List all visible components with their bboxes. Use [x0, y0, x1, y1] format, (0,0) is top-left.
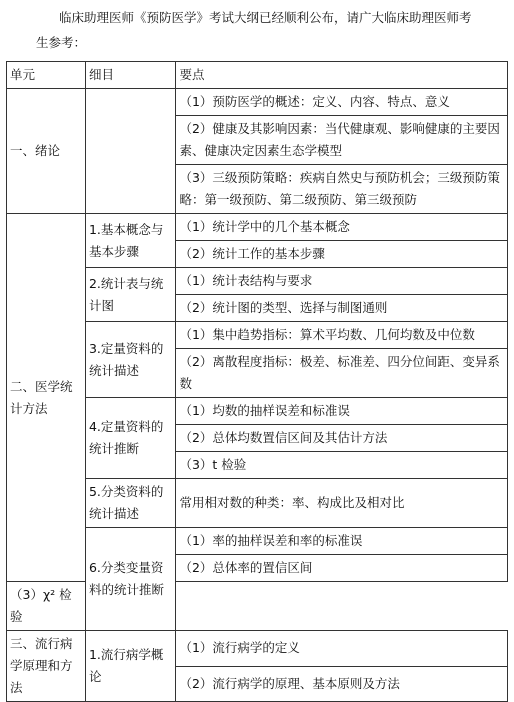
table-header-row	[7, 62, 508, 89]
header-points: 要点	[176, 62, 508, 89]
point-cell: （3）χ² 检验	[7, 582, 86, 631]
point-cell: （2）离散程度指标：极差、标准差、四分位间距、变异系数	[176, 349, 508, 398]
point-cell: （2）统计工作的基本步骤	[176, 241, 508, 268]
point-cell: （1）统计表结构与要求	[176, 268, 508, 295]
table-row	[7, 582, 508, 631]
intro-line-1: 临床助理医师《预防医学》考试大纲已经顺利公布，请广大临床助理医师考	[59, 10, 472, 25]
table-row	[7, 89, 508, 116]
item-cell: 1.基本概念与基本步骤	[85, 214, 176, 268]
item-cell: 6.分类变量资料的统计推断	[85, 528, 176, 631]
syllabus-table	[6, 61, 508, 702]
item-cell: 4.定量资料的统计推断	[85, 398, 176, 479]
point-cell: （2）总体均数置信区间及其估计方法	[176, 425, 508, 452]
item-cell	[85, 89, 176, 214]
point-cell: （1）集中趋势指标：算术平均数、几何均数及中位数	[176, 322, 508, 349]
table-row	[7, 214, 508, 241]
unit-cell: 二、医学统计方法	[7, 214, 86, 582]
intro-line-2: 生参考：	[36, 35, 87, 50]
unit-cell: 一、绪论	[7, 89, 86, 214]
point-cell: （2）流行病学的原理、基本原则及方法	[176, 666, 508, 702]
point-cell: （2）总体率的置信区间	[176, 555, 508, 582]
point-cell: （1）预防医学的概述：定义、内容、特点、意义	[176, 89, 508, 116]
point-cell: （3）三级预防策略：疾病自然史与预防机会；三级预防策略：第一级预防、第二级预防、第三级预防	[176, 165, 508, 214]
point-cell: （1）统计学中的几个基本概念	[176, 214, 508, 241]
item-cell: 1.流行病学概论	[85, 631, 176, 702]
point-cell: （2）统计图的类型、选择与制图通则	[176, 295, 508, 322]
table-row	[7, 631, 508, 667]
item-cell: 2.统计表与统计图	[85, 268, 176, 322]
point-cell: （1）均数的抽样误差和标准误	[176, 398, 508, 425]
point-cell: （3）t 检验	[176, 452, 508, 479]
header-item: 细目	[85, 62, 176, 89]
unit-cell: 三、流行病学原理和方法	[7, 631, 86, 702]
item-cell: 5.分类资料的统计描述	[85, 479, 176, 528]
point-cell: 常用相对数的种类：率、构成比及相对比	[176, 479, 508, 528]
point-cell: （1）率的抽样误差和率的标准误	[176, 528, 508, 555]
item-cell: 3.定量资料的统计描述	[85, 322, 176, 398]
point-cell: （2）健康及其影响因素：当代健康观、影响健康的主要因素、健康决定因素生态学模型	[176, 116, 508, 165]
point-cell: （1）流行病学的定义	[176, 631, 508, 667]
header-unit: 单元	[7, 62, 86, 89]
